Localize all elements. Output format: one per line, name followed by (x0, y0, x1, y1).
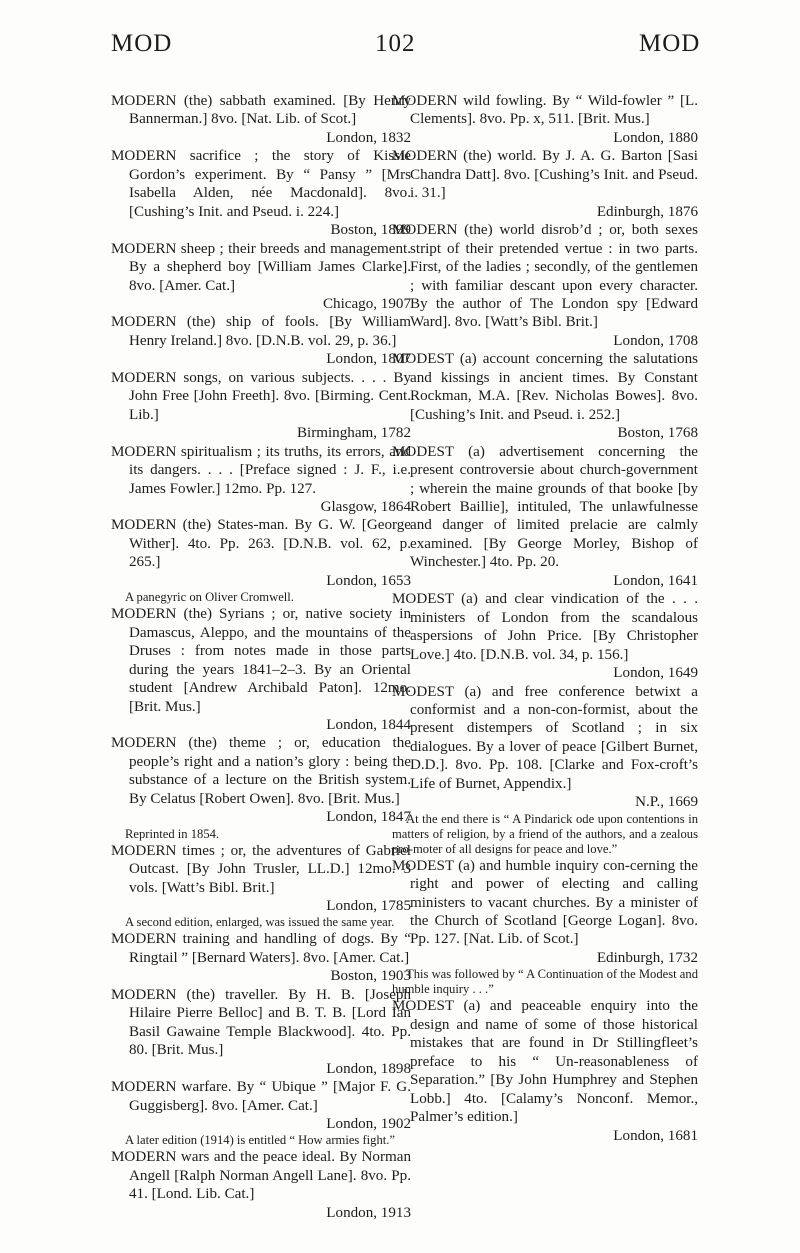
bibliography-entry (111, 842, 411, 931)
entry-text: MODERN times ; or, the adventures of Gabriel Outcast. [By John Trusler, LL.D.] 12mo. 3 vols. [Watt’s Bibl. Brit.] (111, 842, 411, 896)
bibliography-entry (111, 443, 411, 517)
entry-imprint: London, 1681 (613, 1127, 698, 1144)
entry-text: MODERN wild fowling. By “ Wild-fowler ” [L. Clements]. 8vo. Pp. x, 511. [Brit. Mus.] (392, 93, 698, 128)
entry-imprint: Boston, 1768 (617, 425, 698, 442)
bibliography-entry (111, 240, 411, 314)
entry-text: MODERN (the) world disrob’d ; or, both sexes stript of their pretended vertue : in two parts. First, of the ladies ; secondly, of the gentlemen ; with familiar descant upon every character. By the author of The London spy [Edward Ward]. 8vo. [Watt’s Bibl. Brit.] (392, 222, 698, 331)
bibliography-entry (392, 350, 698, 442)
entry-imprint: London, 1898 (326, 1060, 411, 1077)
entry-text: MODEST (a) and peaceable enquiry into the design and name of some of those historical mistakes that are found in Dr Stillingfleet’s preface to his “ Un-reasonableness of Separation.” [By John Humphrey and Stephen Lobb.] 4to. [Calamy’s Nonconf. Memor., Palmer’s edition.] (392, 998, 698, 1126)
entry-imprint: Boston, 1899 (330, 222, 411, 239)
entry-imprint: London, 1708 (613, 332, 698, 349)
entry-imprint: London, 1913 (326, 1204, 411, 1221)
entry-imprint: London, 1847 (326, 809, 411, 826)
entry-text: MODEST (a) and free conference betwixt a conformist and a non-con-formist, about the present distempers of Scotland ; in six dialogues. By a lover of peace [Gilbert Burnet, D.D.]. 8vo. Pp. 108. [Clarke and Fox-croft’s Life of Burnet, Appendix.] (392, 683, 698, 792)
bibliography-entry (111, 516, 411, 605)
entry-text: MODEST (a) and humble inquiry con-cerning the right and power of electing and calling ministers to vacant churches. By a minister of the Church of Scotland [George Logan]. 8vo. Pp. 127. [Nat. Lib. of Scot.] (392, 857, 698, 948)
bibliography-entry (111, 1148, 411, 1222)
entry-text: MODERN sheep ; their breeds and management. By a shepherd boy [William James Clarke]. 8vo. [Amer. Cat.] (111, 240, 411, 294)
bibliography-entry (111, 92, 411, 147)
bibliography-entry (392, 147, 698, 221)
entry-note: A later edition (1914) is entitled “ How armies fight.” (125, 1133, 395, 1148)
entry-imprint: Glasgow, 1864 (320, 498, 411, 515)
bibliography-entry (392, 683, 698, 857)
entry-text: MODERN sacrifice ; the story of Kissie Gordon’s experiment. By “ Pansy ” [Mrs Isabella Alden, née Macdonald]. 8vo. [Cushing’s Init. and Pseud. i. 224.] (111, 148, 411, 220)
entry-imprint: London, 1653 (326, 572, 411, 589)
entry-text: MODEST (a) and clear vindication of the . . . ministers of London from the scandalous aspersions of John Price. [By Christopher Love.] 4to. [D.N.B. vol. 34, p. 156.] (392, 591, 698, 663)
running-head-left: MOD (111, 30, 173, 57)
bibliography-entry (111, 734, 411, 841)
entry-imprint: Edinburgh, 1876 (596, 203, 698, 220)
entry-text: MODERN (the) traveller. By H. B. [Joseph Hilaire Pierre Belloc] and B. T. B. [Lord Ian Basil Gawaine Temple Blackwood]. 4to. Pp. 80. [Brit. Mus.] (111, 986, 411, 1059)
entry-text: MODEST (a) account concerning the salutations and kissings in ancient times. By Constant Rockman, M.A. [Rev. Nicholas Bowes]. 8vo. [Cushing’s Init. and Pseud. i. 252.] (392, 351, 698, 423)
entry-text: MODERN (the) sabbath examined. [By Henry Bannerman.] 8vo. [Nat. Lib. of Scot.] (111, 93, 411, 128)
bibliography-entry (392, 590, 698, 682)
entry-text: MODERN wars and the peace ideal. By Norman Angell [Ralph Norman Angell Lane]. 8vo. Pp. 41. [Lond. Lib. Cat.] (111, 1149, 411, 1203)
entry-note: A panegyric on Oliver Cromwell. (125, 590, 294, 605)
bibliography-entry (111, 313, 411, 368)
entry-text: MODERN (the) ship of fools. [By William Henry Ireland.] 8vo. [D.N.B. vol. 29, p. 36.] (111, 314, 411, 349)
running-head (0, 30, 800, 70)
bibliography-entry (392, 857, 698, 998)
bibliography-entry (111, 369, 411, 443)
running-head-right: MOD (639, 30, 701, 57)
bibliography-entry (111, 1078, 411, 1148)
bibliography-entry (111, 986, 411, 1078)
entry-imprint: Birmingham, 1782 (296, 425, 411, 442)
entry-text: MODERN (the) theme ; or, education the people’s right and a nation’s glory : being the substance of a lecture on the British system. By Celatus [Robert Owen]. 8vo. [Brit. Mus.] (111, 735, 411, 807)
entry-text: MODERN (the) States-man. By G. W. [George Wither]. 4to. Pp. 263. [D.N.B. vol. 62, p. 265.] (111, 517, 411, 571)
bibliography-entry (392, 443, 698, 591)
entry-imprint: London, 1844 (326, 716, 411, 733)
bibliography-entry (111, 605, 411, 734)
entry-imprint: London, 1902 (326, 1116, 411, 1133)
entry-text: MODERN (the) world. By J. A. G. Barton [Sasi Chandra Datt]. 8vo. [Cushing’s Init. and Pseud. i. 31.] (392, 148, 698, 202)
entry-note: At the end there is “ A Pindarick ode upon contentions in matters of religion, by a friend of the authors, and a zealous pro-moter of all designs for peace and love.” (392, 811, 698, 856)
bibliography-entry (392, 92, 698, 147)
entry-note: A second edition, enlarged, was issued the same year. (125, 915, 395, 930)
entry-imprint: Chicago, 1907 (322, 295, 411, 312)
bibliography-entry (111, 147, 411, 239)
entry-text: MODERN training and handling of dogs. By “ Ringtail ” [Bernard Waters]. 8vo. [Amer. Cat.] (111, 931, 411, 966)
entry-imprint: London, 1832 (326, 129, 411, 146)
bibliography-entry (111, 930, 411, 985)
entry-imprint: London, 1807 (326, 351, 411, 368)
entry-imprint: London, 1785 (326, 898, 411, 915)
page-number: 102 (375, 30, 416, 57)
entry-imprint: N.P., 1669 (635, 794, 698, 811)
entry-imprint: Boston, 1903 (330, 968, 411, 985)
entry-text: MODERN spiritualism ; its truths, its errors, and its dangers. . . . [Preface signed : J. F., i.e. James Fowler.] 12mo. Pp. 127. (111, 443, 411, 497)
entry-text: MODERN warfare. By “ Ubique ” [Major F. G. Guggisberg]. 8vo. [Amer. Cat.] (111, 1079, 411, 1114)
entry-imprint: Edinburgh, 1732 (596, 949, 698, 966)
left-column (111, 92, 411, 1222)
bibliography-entry (392, 997, 698, 1145)
entry-imprint: London, 1649 (613, 665, 698, 682)
entry-note: Reprinted in 1854. (125, 826, 220, 841)
right-column (392, 92, 698, 1145)
entry-imprint: London, 1641 (613, 572, 698, 589)
entry-note: This was followed by “ A Continuation of the Modest and humble inquiry . . .” (392, 967, 698, 997)
entry-text: MODEST (a) advertisement concerning the present controversie about church-government ; wherein the maine grounds of that booke [by Robert Baillie], intituled, The unlawfulnesse and danger of limited prelacie are calmly examined. [By George Morley, Bishop of Winchester.] 4to. Pp. 20. (392, 443, 698, 571)
entry-text: MODERN (the) Syrians ; or, native society in Damascus, Aleppo, and the mountains of the Druses : from notes made in those parts during the years 1841–2–3. By an Oriental student [Andrew Archibald Paton]. 12mo. [Brit. Mus.] (111, 606, 411, 715)
entry-text: MODERN songs, on various subjects. . . . By John Free [John Freeth]. 8vo. [Birming. Cent. Lib.] (111, 369, 411, 423)
entry-imprint: London, 1880 (613, 129, 698, 146)
bibliography-entry (392, 221, 698, 350)
